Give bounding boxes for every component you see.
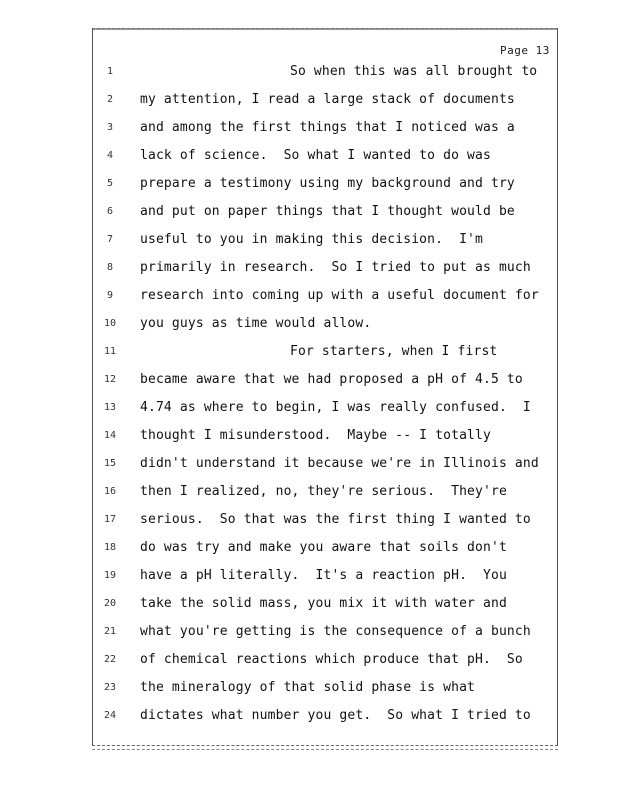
transcript-line — [0, 680, 618, 708]
line-number: 13 — [103, 402, 117, 413]
page-border-top — [92, 28, 558, 30]
line-number: 19 — [103, 570, 117, 581]
transcript-line — [0, 316, 618, 344]
line-number: 18 — [103, 542, 117, 553]
transcript-line — [0, 456, 618, 484]
transcript-line — [0, 232, 618, 260]
transcript-line — [0, 260, 618, 288]
transcript-line — [0, 92, 618, 120]
line-text: research into coming up with a useful document for — [140, 288, 539, 303]
page-number-label: Page 13 — [500, 44, 550, 57]
line-text: the mineralogy of that solid phase is what — [140, 680, 476, 695]
transcript-line — [0, 204, 618, 232]
transcript-line — [0, 624, 618, 652]
line-text: 4.74 as where to begin, I was really confused. I — [140, 400, 531, 415]
line-text: and put on paper things that I thought would be — [140, 204, 515, 219]
line-number: 24 — [103, 710, 117, 721]
transcript-line — [0, 428, 618, 456]
line-number: 12 — [103, 374, 117, 385]
line-number: 4 — [106, 150, 114, 161]
line-text: then I realized, no, they're serious. They're — [140, 484, 507, 499]
line-text: you guys as time would allow. — [140, 316, 372, 331]
line-text: prepare a testimony using my background and try — [140, 176, 515, 191]
transcript-line — [0, 540, 618, 568]
line-text: take the solid mass, you mix it with water and — [140, 596, 507, 611]
line-number: 22 — [103, 654, 117, 665]
transcript-line — [0, 148, 618, 176]
line-number: 15 — [103, 458, 117, 469]
transcript-line — [0, 176, 618, 204]
transcript-line — [0, 344, 618, 372]
line-number: 20 — [103, 598, 117, 609]
line-number: 10 — [103, 318, 117, 329]
transcript-line — [0, 512, 618, 540]
line-text: serious. So that was the first thing I wanted to — [140, 512, 531, 527]
line-text: thought I misunderstood. Maybe -- I totally — [140, 428, 491, 443]
line-number: 21 — [103, 626, 117, 637]
line-number: 6 — [106, 206, 114, 217]
transcript-line — [0, 288, 618, 316]
line-number: 23 — [103, 682, 117, 693]
transcript-line — [0, 400, 618, 428]
transcript-line — [0, 568, 618, 596]
line-text: my attention, I read a large stack of documents — [140, 92, 515, 107]
line-number: 14 — [103, 430, 117, 441]
line-text: useful to you in making this decision. I'm — [140, 232, 483, 247]
transcript-line — [0, 708, 618, 736]
transcript-line — [0, 484, 618, 512]
line-number: 5 — [106, 178, 114, 189]
line-text: became aware that we had proposed a pH of 4.5 to — [140, 372, 523, 387]
transcript-line — [0, 120, 618, 148]
line-text: do was try and make you aware that soils don't — [140, 540, 507, 555]
line-number: 2 — [106, 94, 114, 105]
line-text: and among the first things that I noticed was a — [140, 120, 515, 135]
line-text: of chemical reactions which produce that pH. So — [140, 652, 523, 667]
line-text: have a pH literally. It's a reaction pH. You — [140, 568, 507, 583]
line-text: For starters, when I first — [290, 344, 498, 359]
line-text: So when this was all brought to — [290, 64, 538, 79]
line-text: primarily in research. So I tried to put as much — [140, 260, 531, 275]
line-number: 17 — [103, 514, 117, 525]
transcript-line — [0, 652, 618, 680]
line-text: what you're getting is the consequence of a bunch — [140, 624, 531, 639]
line-number: 7 — [106, 234, 114, 245]
line-number: 16 — [103, 486, 117, 497]
page-border-bottom — [92, 745, 558, 750]
transcript-line — [0, 372, 618, 400]
line-text: dictates what number you get. So what I tried to — [140, 708, 531, 723]
line-text: lack of science. So what I wanted to do was — [140, 148, 491, 163]
line-text: didn't understand it because we're in Illinois and — [140, 456, 539, 471]
line-number: 8 — [106, 262, 114, 273]
transcript-line — [0, 596, 618, 624]
line-number: 11 — [103, 346, 117, 357]
line-number: 1 — [106, 66, 114, 77]
line-number: 3 — [106, 122, 114, 133]
line-number: 9 — [106, 290, 114, 301]
transcript-line — [0, 64, 618, 92]
